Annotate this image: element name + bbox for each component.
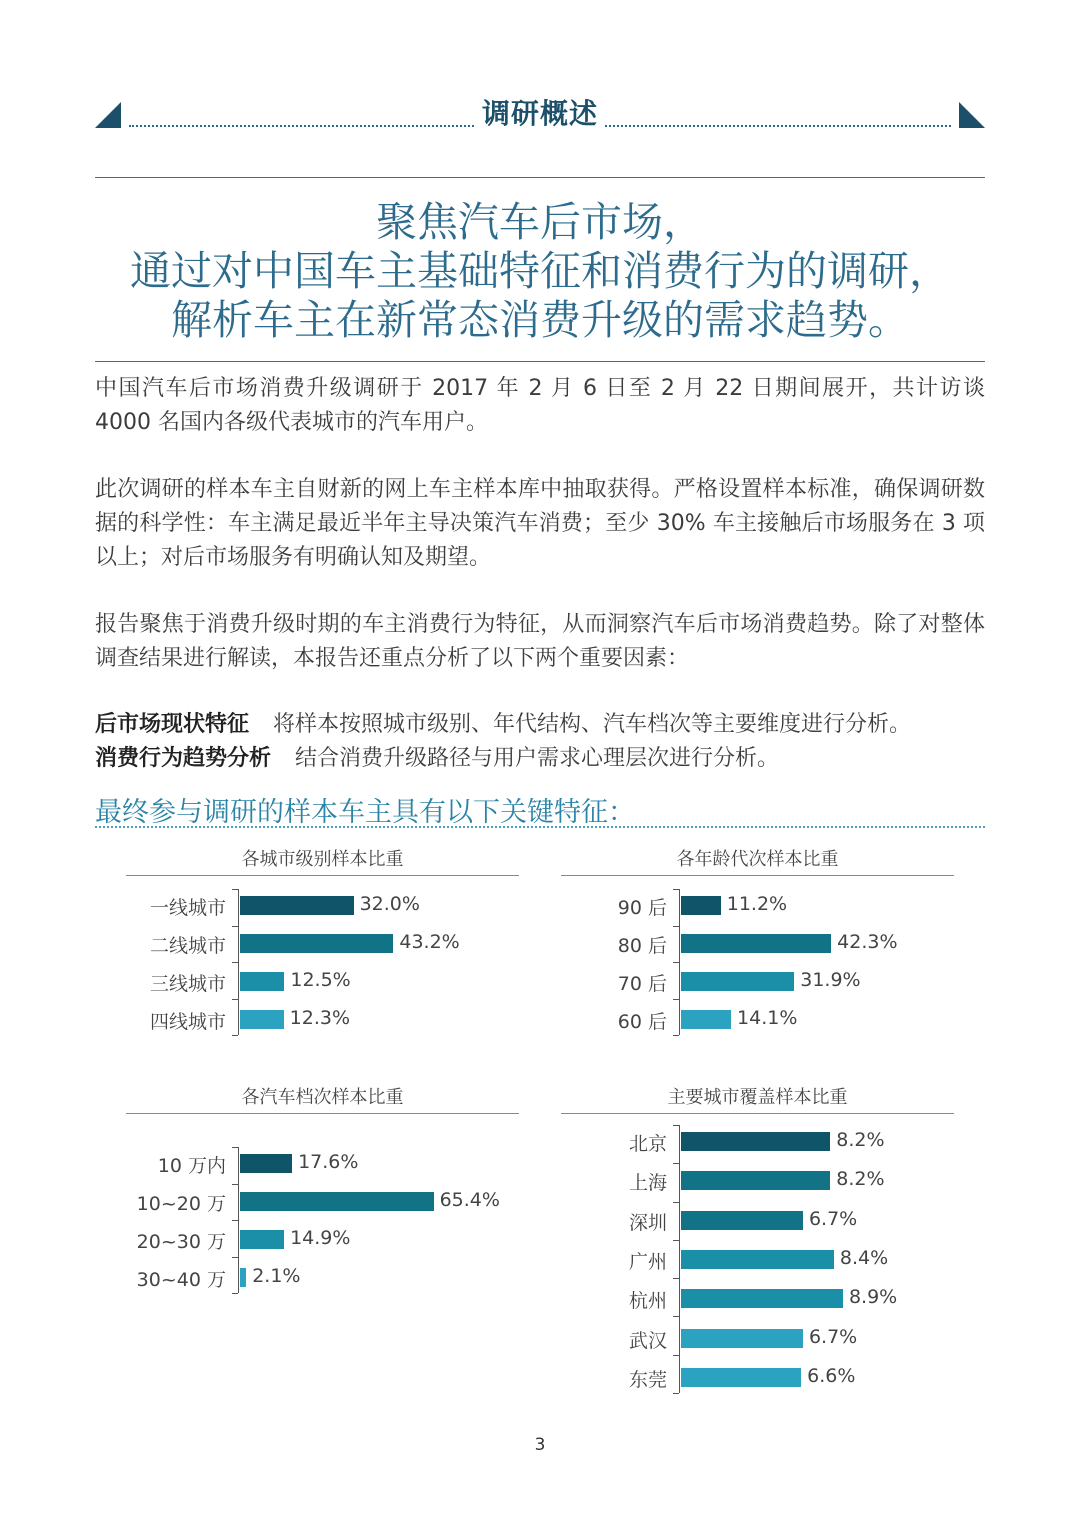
chart-axis [238,1147,239,1293]
chart-rule [561,875,954,876]
bar-category-label: 北京 [628,1133,667,1155]
bar [240,1154,292,1173]
intro-paragraph: 中国汽车后市场消费升级调研于 2017 年 2 月 6 日至 2 月 22 日期间展开，共计访谈 4000 名国内各级代表城市的汽车用户。 [95,376,985,435]
bar-category-label: 深圳 [628,1211,667,1234]
factor-item [95,742,985,776]
axis-tick [232,1220,238,1221]
header-dotted-line [605,125,951,127]
bar [240,1192,434,1211]
axis-tick [673,1278,679,1279]
bar-category-label: 一线城市 [149,897,226,919]
bar [681,896,721,915]
factor-desc: 结合消费升级路径与用户需求心理层次进行分析。 [295,746,780,771]
chart-axis [679,1125,680,1393]
car-price-chart [126,1083,519,1303]
bar [681,934,831,953]
factor-term: 后市场现状特征 [95,712,250,737]
bar [240,972,284,991]
chart-rule [561,1113,954,1114]
axis-tick [673,1393,679,1394]
bar-value-label: 42.3% [837,931,898,953]
axis-tick [232,1184,238,1185]
headline [95,198,985,345]
axis-tick [673,1240,679,1241]
bar-value-label: 31.9% [800,969,861,991]
bar [240,896,354,915]
divider [95,177,985,178]
axis-tick [232,962,238,963]
headline-line-2: 通过对中国车主基础特征和消费行为的调研， [130,247,950,295]
bar [681,1132,830,1151]
axis-tick [232,1293,238,1294]
chart-title: 各年龄代次样本比重 [676,849,839,870]
axis-tick [673,1035,679,1036]
age-generation-chart [561,845,954,1045]
bar-category-label: 上海 [628,1172,667,1195]
bar-category-label: 10~20 万 [136,1193,226,1215]
axis-tick [673,999,679,1000]
bar [681,1171,830,1190]
bar-category-label: 70 后 [617,973,667,995]
chart-title: 各城市级别样本比重 [241,849,404,870]
bar-value-label: 17.6% [298,1151,359,1173]
bar [681,972,794,991]
bar-value-label: 8.4% [839,1246,889,1269]
bar-category-label: 20~30 万 [136,1231,226,1253]
axis-tick [673,1163,679,1164]
axis-tick [673,1316,679,1317]
bar-value-label: 32.0% [359,893,420,915]
bar-category-label: 80 后 [617,935,667,957]
bar [681,1250,834,1269]
bar-value-label: 8.9% [848,1286,898,1309]
axis-tick [673,1355,679,1356]
bar [681,1289,843,1308]
right-triangle-icon [959,102,985,128]
bar [240,934,393,953]
focus-paragraph: 报告聚焦于消费升级时期的车主消费行为特征，从而洞察汽车后市场消费趋势。除了对整体调查结果进行解读，本报告还重点分析了以下两个重要因素： [95,612,985,671]
bar-category-label: 广州 [628,1250,667,1273]
bar-category-label: 90 后 [617,897,667,919]
section-header-title: 调研概述 [481,97,598,130]
chart-rule [126,875,519,876]
bar-value-label: 65.4% [439,1189,500,1211]
bar [681,1329,803,1348]
bar-value-label: 6.7% [808,1325,858,1348]
bar-category-label: 60 后 [617,1011,667,1033]
bar-value-label: 8.2% [836,1168,885,1191]
bar-value-label: 6.6% [807,1364,856,1387]
bar-category-label: 三线城市 [149,973,226,995]
major-city-chart [561,1083,954,1393]
bar-value-label: 12.3% [289,1007,351,1029]
factor-term: 消费行为趋势分析 [95,746,272,771]
axis-tick [673,1125,679,1126]
bar [240,1010,284,1029]
axis-tick [232,926,238,927]
headline-line-3: 解析车主在新常态消费升级的需求趋势。 [171,296,909,344]
bar-value-label: 8.2% [836,1129,885,1151]
bar [240,1268,246,1287]
bar-value-label: 2.1% [252,1265,301,1287]
bar-category-label: 30~40 万 [136,1269,226,1291]
bar-value-label: 12.5% [290,969,351,991]
chart-axis [679,889,680,1035]
axis-tick [673,889,679,890]
axis-tick [673,1202,679,1203]
axis-tick [232,889,238,890]
bar-category-label: 二线城市 [149,935,226,957]
factor-desc: 将样本按照城市级别、年代结构、汽车档次等主要维度进行分析。 [273,712,912,737]
bar [681,1368,801,1387]
chart-title: 主要城市覆盖样本比重 [667,1087,848,1108]
sample-paragraph: 此次调研的样本车主自财新的网上车主样本库中抽取获得。严格设置样本标准，确保调研数据的科学性：车主满足最近半年主导决策汽车消费；至少 30% 车主接触后市场服务在 3 项以上；对后市场服务有明确认知及期望。 [95,477,985,570]
axis-tick [232,1147,238,1148]
bar [681,1010,731,1029]
city-tier-chart [126,845,519,1045]
headline-line-1: 聚焦汽车后市场， [376,198,704,246]
bar [240,1230,284,1249]
chart-axis [238,889,239,1035]
bar-category-label: 武汉 [628,1329,667,1352]
bar-category-label: 杭州 [628,1290,667,1313]
bar-category-label: 10 万内 [157,1155,226,1177]
divider [95,361,985,362]
chart-title: 各汽车档次样本比重 [241,1087,404,1108]
axis-tick [232,1035,238,1036]
axis-tick [232,1257,238,1258]
bar-value-label: 11.2% [726,893,788,915]
bar [681,1211,803,1230]
axis-tick [232,999,238,1000]
bar-value-label: 14.9% [290,1227,351,1249]
bar-value-label: 6.7% [808,1207,858,1230]
page-header [95,90,985,140]
bar-category-label: 四线城市 [149,1011,226,1033]
factor-item [95,708,985,742]
bar-category-label: 东莞 [628,1368,667,1391]
section-dotted-line [95,826,985,828]
chart-rule [126,1113,519,1114]
axis-tick [673,926,679,927]
bar-value-label: 14.1% [737,1007,798,1029]
bar-value-label: 43.2% [399,931,460,953]
key-features-title: 最终参与调研的样本车主具有以下关键特征： [95,797,635,828]
axis-tick [673,962,679,963]
page-number: 3 [534,1435,546,1455]
